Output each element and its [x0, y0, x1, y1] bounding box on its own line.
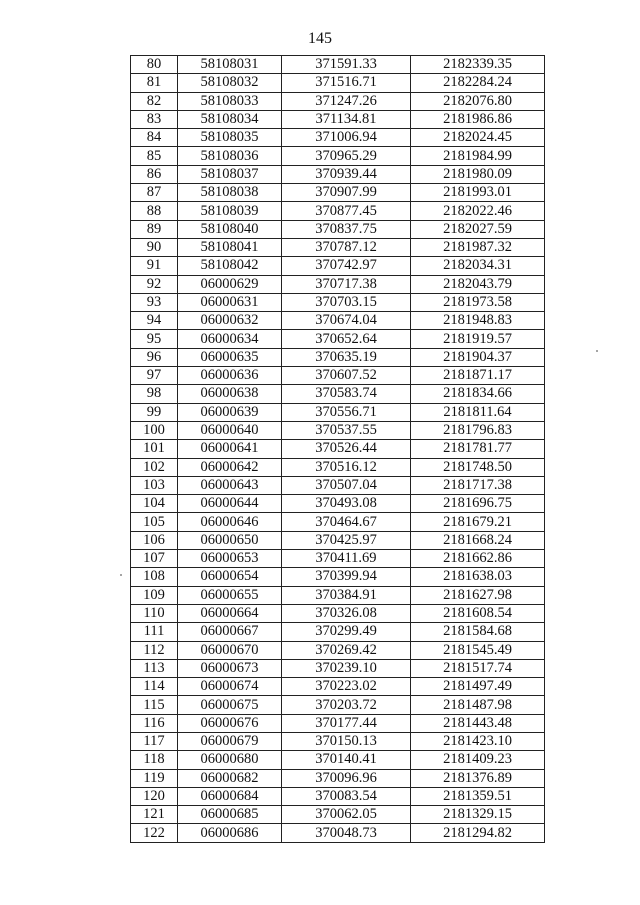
x-coordinate-cell: 371247.26: [282, 92, 411, 110]
row-index-cell: 105: [131, 513, 178, 531]
x-coordinate-cell: 370083.54: [282, 787, 411, 805]
table-row: [131, 659, 545, 677]
table-row: [131, 568, 545, 586]
x-coordinate-cell: 370269.42: [282, 641, 411, 659]
x-coordinate-cell: 370556.71: [282, 403, 411, 421]
scan-speck: [596, 350, 598, 352]
y-coordinate-cell: 2182024.45: [411, 129, 545, 147]
table-row: [131, 421, 545, 439]
y-coordinate-cell: 2181986.86: [411, 110, 545, 128]
y-coordinate-cell: 2181919.57: [411, 330, 545, 348]
row-index-cell: 80: [131, 56, 178, 74]
point-id-cell: 06000643: [178, 476, 282, 494]
table-row: [131, 367, 545, 385]
row-index-cell: 115: [131, 696, 178, 714]
row-index-cell: 110: [131, 604, 178, 622]
table-row: [131, 312, 545, 330]
y-coordinate-cell: 2182027.59: [411, 220, 545, 238]
point-id-cell: 06000664: [178, 604, 282, 622]
row-index-cell: 106: [131, 531, 178, 549]
table-row: [131, 220, 545, 238]
y-coordinate-cell: 2181781.77: [411, 440, 545, 458]
point-id-cell: 06000667: [178, 623, 282, 641]
row-index-cell: 94: [131, 312, 178, 330]
x-coordinate-cell: 370464.67: [282, 513, 411, 531]
table-row: [131, 275, 545, 293]
table-row: [131, 806, 545, 824]
row-index-cell: 111: [131, 623, 178, 641]
table-row: [131, 56, 545, 74]
y-coordinate-cell: 2181811.64: [411, 403, 545, 421]
x-coordinate-cell: 370877.45: [282, 202, 411, 220]
row-index-cell: 122: [131, 824, 178, 842]
row-index-cell: 82: [131, 92, 178, 110]
point-id-cell: 06000684: [178, 787, 282, 805]
x-coordinate-cell: 370965.29: [282, 147, 411, 165]
point-id-cell: 58108042: [178, 257, 282, 275]
point-id-cell: 58108036: [178, 147, 282, 165]
table-row: [131, 787, 545, 805]
row-index-cell: 118: [131, 751, 178, 769]
y-coordinate-cell: 2181517.74: [411, 659, 545, 677]
x-coordinate-cell: 370140.41: [282, 751, 411, 769]
y-coordinate-cell: 2181984.99: [411, 147, 545, 165]
table-row: [131, 385, 545, 403]
y-coordinate-cell: 2181608.54: [411, 604, 545, 622]
table-row: [131, 824, 545, 842]
table-row: [131, 110, 545, 128]
y-coordinate-cell: 2181294.82: [411, 824, 545, 842]
x-coordinate-cell: 370837.75: [282, 220, 411, 238]
point-id-cell: 06000646: [178, 513, 282, 531]
x-coordinate-cell: 370326.08: [282, 604, 411, 622]
table-row: [131, 238, 545, 256]
table-row: [131, 165, 545, 183]
point-id-cell: 06000673: [178, 659, 282, 677]
point-id-cell: 06000642: [178, 458, 282, 476]
y-coordinate-cell: 2181423.10: [411, 732, 545, 750]
x-coordinate-cell: 370907.99: [282, 184, 411, 202]
page-number: 145: [308, 30, 332, 47]
row-index-cell: 91: [131, 257, 178, 275]
y-coordinate-cell: 2181545.49: [411, 641, 545, 659]
table-row: [131, 476, 545, 494]
y-coordinate-cell: 2181662.86: [411, 550, 545, 568]
x-coordinate-cell: 370399.94: [282, 568, 411, 586]
row-index-cell: 117: [131, 732, 178, 750]
table-row: [131, 330, 545, 348]
row-index-cell: 85: [131, 147, 178, 165]
y-coordinate-cell: 2181329.15: [411, 806, 545, 824]
row-index-cell: 109: [131, 586, 178, 604]
table-row: [131, 293, 545, 311]
row-index-cell: 114: [131, 678, 178, 696]
x-coordinate-cell: 371006.94: [282, 129, 411, 147]
point-id-cell: 06000676: [178, 714, 282, 732]
table-row: [131, 495, 545, 513]
x-coordinate-cell: 370299.49: [282, 623, 411, 641]
y-coordinate-cell: 2181359.51: [411, 787, 545, 805]
x-coordinate-cell: 370150.13: [282, 732, 411, 750]
point-id-cell: 06000638: [178, 385, 282, 403]
table-row: [131, 348, 545, 366]
x-coordinate-cell: 370096.96: [282, 769, 411, 787]
x-coordinate-cell: 370537.55: [282, 421, 411, 439]
table-row: [131, 732, 545, 750]
point-id-cell: 06000641: [178, 440, 282, 458]
point-id-cell: 06000636: [178, 367, 282, 385]
table-row: [131, 604, 545, 622]
table-row: [131, 129, 545, 147]
coordinates-table: [130, 55, 545, 843]
table-row: [131, 74, 545, 92]
y-coordinate-cell: 2181980.09: [411, 165, 545, 183]
y-coordinate-cell: 2181871.17: [411, 367, 545, 385]
point-id-cell: 58108033: [178, 92, 282, 110]
x-coordinate-cell: 370703.15: [282, 293, 411, 311]
x-coordinate-cell: 370507.04: [282, 476, 411, 494]
x-coordinate-cell: 370717.38: [282, 275, 411, 293]
y-coordinate-cell: 2181443.48: [411, 714, 545, 732]
x-coordinate-cell: 370742.97: [282, 257, 411, 275]
row-index-cell: 90: [131, 238, 178, 256]
table-row: [131, 586, 545, 604]
y-coordinate-cell: 2181973.58: [411, 293, 545, 311]
row-index-cell: 100: [131, 421, 178, 439]
row-index-cell: 102: [131, 458, 178, 476]
x-coordinate-cell: 370062.05: [282, 806, 411, 824]
table-row: [131, 92, 545, 110]
table-row: [131, 641, 545, 659]
y-coordinate-cell: 2181948.83: [411, 312, 545, 330]
point-id-cell: 06000634: [178, 330, 282, 348]
table-row: [131, 751, 545, 769]
point-id-cell: 06000653: [178, 550, 282, 568]
y-coordinate-cell: 2182034.31: [411, 257, 545, 275]
x-coordinate-cell: 371134.81: [282, 110, 411, 128]
row-index-cell: 83: [131, 110, 178, 128]
row-index-cell: 98: [131, 385, 178, 403]
point-id-cell: 58108038: [178, 184, 282, 202]
row-index-cell: 108: [131, 568, 178, 586]
table-row: [131, 513, 545, 531]
point-id-cell: 06000670: [178, 641, 282, 659]
y-coordinate-cell: 2181668.24: [411, 531, 545, 549]
point-id-cell: 06000655: [178, 586, 282, 604]
point-id-cell: 06000685: [178, 806, 282, 824]
y-coordinate-cell: 2181748.50: [411, 458, 545, 476]
y-coordinate-cell: 2181696.75: [411, 495, 545, 513]
table-row: [131, 184, 545, 202]
point-id-cell: 58108031: [178, 56, 282, 74]
x-coordinate-cell: 370526.44: [282, 440, 411, 458]
y-coordinate-cell: 2181638.03: [411, 568, 545, 586]
x-coordinate-cell: 370787.12: [282, 238, 411, 256]
scan-speck: [120, 574, 122, 576]
point-id-cell: 06000686: [178, 824, 282, 842]
point-id-cell: 58108037: [178, 165, 282, 183]
x-coordinate-cell: 370223.02: [282, 678, 411, 696]
row-index-cell: 112: [131, 641, 178, 659]
y-coordinate-cell: 2181987.32: [411, 238, 545, 256]
y-coordinate-cell: 2181679.21: [411, 513, 545, 531]
y-coordinate-cell: 2181796.83: [411, 421, 545, 439]
row-index-cell: 116: [131, 714, 178, 732]
row-index-cell: 101: [131, 440, 178, 458]
x-coordinate-cell: 370411.69: [282, 550, 411, 568]
y-coordinate-cell: 2181497.49: [411, 678, 545, 696]
point-id-cell: 06000679: [178, 732, 282, 750]
row-index-cell: 81: [131, 74, 178, 92]
table-row: [131, 440, 545, 458]
table-row: [131, 696, 545, 714]
point-id-cell: 06000650: [178, 531, 282, 549]
y-coordinate-cell: 2181717.38: [411, 476, 545, 494]
y-coordinate-cell: 2182022.46: [411, 202, 545, 220]
point-id-cell: 06000644: [178, 495, 282, 513]
x-coordinate-cell: 370607.52: [282, 367, 411, 385]
table-row: [131, 202, 545, 220]
y-coordinate-cell: 2181409.23: [411, 751, 545, 769]
table-row: [131, 678, 545, 696]
table-row: [131, 458, 545, 476]
point-id-cell: 58108035: [178, 129, 282, 147]
table-body: [131, 56, 545, 843]
table-row: [131, 714, 545, 732]
point-id-cell: 06000631: [178, 293, 282, 311]
point-id-cell: 58108032: [178, 74, 282, 92]
y-coordinate-cell: 2182043.79: [411, 275, 545, 293]
row-index-cell: 107: [131, 550, 178, 568]
y-coordinate-cell: 2181627.98: [411, 586, 545, 604]
table-row: [131, 769, 545, 787]
x-coordinate-cell: 370177.44: [282, 714, 411, 732]
point-id-cell: 06000635: [178, 348, 282, 366]
table-row: [131, 147, 545, 165]
x-coordinate-cell: 370493.08: [282, 495, 411, 513]
point-id-cell: 06000632: [178, 312, 282, 330]
point-id-cell: 06000682: [178, 769, 282, 787]
row-index-cell: 120: [131, 787, 178, 805]
row-index-cell: 84: [131, 129, 178, 147]
row-index-cell: 99: [131, 403, 178, 421]
table-row: [131, 550, 545, 568]
point-id-cell: 06000639: [178, 403, 282, 421]
point-id-cell: 06000674: [178, 678, 282, 696]
y-coordinate-cell: 2181376.89: [411, 769, 545, 787]
table-row: [131, 623, 545, 641]
x-coordinate-cell: 370384.91: [282, 586, 411, 604]
point-id-cell: 06000654: [178, 568, 282, 586]
row-index-cell: 89: [131, 220, 178, 238]
row-index-cell: 87: [131, 184, 178, 202]
row-index-cell: 113: [131, 659, 178, 677]
x-coordinate-cell: 370939.44: [282, 165, 411, 183]
y-coordinate-cell: 2181834.66: [411, 385, 545, 403]
point-id-cell: 06000680: [178, 751, 282, 769]
y-coordinate-cell: 2181584.68: [411, 623, 545, 641]
y-coordinate-cell: 2182339.35: [411, 56, 545, 74]
point-id-cell: 58108034: [178, 110, 282, 128]
x-coordinate-cell: 370674.04: [282, 312, 411, 330]
y-coordinate-cell: 2182076.80: [411, 92, 545, 110]
x-coordinate-cell: 371516.71: [282, 74, 411, 92]
point-id-cell: 58108041: [178, 238, 282, 256]
x-coordinate-cell: 370239.10: [282, 659, 411, 677]
x-coordinate-cell: 370652.64: [282, 330, 411, 348]
table-row: [131, 531, 545, 549]
x-coordinate-cell: 370583.74: [282, 385, 411, 403]
row-index-cell: 97: [131, 367, 178, 385]
x-coordinate-cell: 370048.73: [282, 824, 411, 842]
x-coordinate-cell: 370516.12: [282, 458, 411, 476]
table-row: [131, 257, 545, 275]
x-coordinate-cell: 371591.33: [282, 56, 411, 74]
point-id-cell: 06000675: [178, 696, 282, 714]
row-index-cell: 92: [131, 275, 178, 293]
x-coordinate-cell: 370425.97: [282, 531, 411, 549]
row-index-cell: 86: [131, 165, 178, 183]
row-index-cell: 93: [131, 293, 178, 311]
row-index-cell: 96: [131, 348, 178, 366]
y-coordinate-cell: 2181993.01: [411, 184, 545, 202]
x-coordinate-cell: 370203.72: [282, 696, 411, 714]
row-index-cell: 103: [131, 476, 178, 494]
x-coordinate-cell: 370635.19: [282, 348, 411, 366]
point-id-cell: 58108040: [178, 220, 282, 238]
row-index-cell: 88: [131, 202, 178, 220]
y-coordinate-cell: 2181904.37: [411, 348, 545, 366]
y-coordinate-cell: 2182284.24: [411, 74, 545, 92]
row-index-cell: 104: [131, 495, 178, 513]
point-id-cell: 06000640: [178, 421, 282, 439]
row-index-cell: 95: [131, 330, 178, 348]
row-index-cell: 119: [131, 769, 178, 787]
y-coordinate-cell: 2181487.98: [411, 696, 545, 714]
row-index-cell: 121: [131, 806, 178, 824]
table-row: [131, 403, 545, 421]
point-id-cell: 58108039: [178, 202, 282, 220]
point-id-cell: 06000629: [178, 275, 282, 293]
